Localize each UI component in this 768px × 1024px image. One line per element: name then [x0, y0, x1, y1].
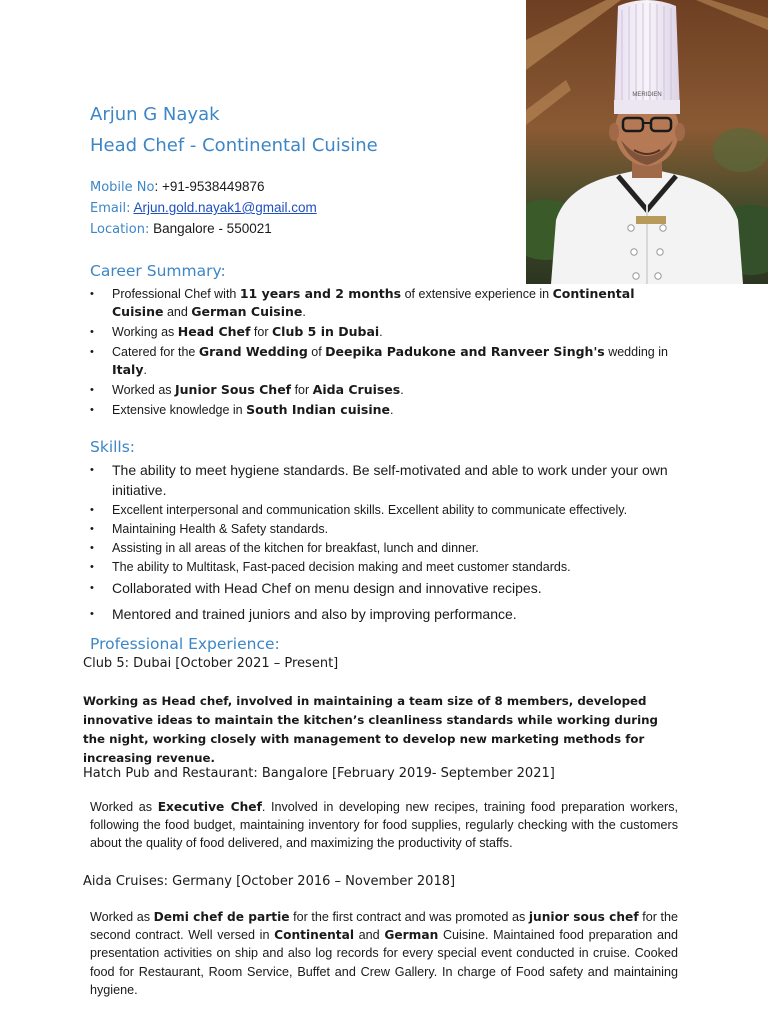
- job-title: Club 5: Dubai [October 2021 – Present]: [83, 656, 339, 671]
- text-run: .: [302, 305, 306, 319]
- chef-photo: [526, 0, 768, 284]
- text-run: Cuisine. Maintained food preparation and presentation activities on ship and also log records for every special event conducted in cruise. Cooked food for Restaurant, Room Service, Buffet and Crew Gallery. In charge of Food safety and maintaining hygiene.: [90, 928, 678, 997]
- career-summary-item: [88, 323, 688, 341]
- skill-item: • Maintaining Health & Safety standards.: [88, 520, 688, 538]
- bold-text: Continental Cuisine: [112, 286, 635, 319]
- skill-item: • Assisting in all areas of the kitchen for breakfast, lunch and dinner.: [88, 539, 688, 557]
- bold-text: Deepika Padukone and Ranveer Singh's: [325, 344, 605, 359]
- text-run: .: [400, 383, 404, 397]
- text-run: Catered for the: [112, 345, 199, 359]
- text-run: Worked as: [112, 383, 175, 397]
- text-run: Worked as: [90, 800, 158, 814]
- bold-text: Junior Sous Chef: [175, 382, 292, 397]
- location-value: Bangalore - 550021: [153, 221, 272, 236]
- text-run: .: [390, 403, 394, 417]
- text-run: .: [143, 363, 147, 377]
- text-run: wedding in: [604, 345, 668, 359]
- location-label: Location:: [90, 222, 150, 237]
- bold-text: South Indian cuisine: [246, 402, 390, 417]
- text-run: .: [379, 325, 383, 339]
- job-description: [90, 908, 678, 999]
- text-run: and: [163, 305, 192, 319]
- text-run: Working as: [112, 325, 178, 339]
- career-summary-item: [88, 343, 688, 379]
- contact-location: [90, 221, 272, 237]
- bold-text: Grand Wedding: [198, 344, 308, 359]
- skill-item: • Collaborated with Head Chef on menu design and innovative recipes.: [88, 578, 688, 598]
- text-run: . Involved in developing new recipes, training food preparation workers, following the food budget, maintaining inventory for food supplies, regularly checking with the customers about the quality of food delivered, and maximizing the productivity of staffs.: [90, 800, 679, 851]
- email-link[interactable]: Arjun.gold.nayak1@gmail.com: [133, 200, 317, 215]
- text-run: of: [307, 345, 326, 359]
- job-title: Hatch Pub and Restaurant: Bangalore [February 2019- September 2021]: [83, 766, 555, 781]
- text-run: Worked as: [90, 910, 154, 924]
- skill-item: • Excellent interpersonal and communication skills. Excellent ability to communicate effectively.: [88, 501, 688, 519]
- candidate-name: Arjun G Nayak: [90, 104, 220, 125]
- text-run: Professional Chef with: [112, 287, 240, 301]
- mobile-value: +91-9538449876: [162, 179, 265, 194]
- experience-heading: Professional Experience:: [90, 635, 280, 653]
- skill-item: • The ability to Multitask, Fast-paced decision making and meet customer standards.: [88, 558, 688, 576]
- job-description: [90, 798, 678, 853]
- bold-text: Continental: [274, 928, 354, 943]
- bold-text: junior sous chef: [528, 910, 639, 924]
- email-label: Email:: [90, 201, 131, 216]
- bold-text: Head Chef: [177, 324, 251, 339]
- text-run: Working as Head chef, involved in maintaining a team size of 8 members, developed innovative ideas to maintain the kitchen’s cleanliness standards while working during the night, working closely with management to develop new marketing methods for increasing revenue.: [83, 694, 658, 765]
- text-run: of extensive experience in: [401, 287, 553, 301]
- bold-text: Club 5 in Dubai: [271, 324, 380, 339]
- skills-heading: Skills:: [90, 438, 136, 456]
- mobile-colon: :: [154, 179, 159, 194]
- skill-item: • Mentored and trained juniors and also by improving performance.: [88, 604, 688, 624]
- candidate-role: Head Chef - Continental Cuisine: [90, 135, 378, 156]
- text-run: for: [291, 383, 313, 397]
- bold-text: Executive Chef: [157, 800, 262, 814]
- bold-text: Demi chef de partie: [153, 910, 290, 924]
- skills-list: [88, 460, 688, 624]
- bold-text: German Cuisine: [191, 304, 303, 319]
- text-run: for: [250, 325, 272, 339]
- job-title: Aida Cruises: Germany [October 2016 – November 2018]: [83, 874, 456, 889]
- career-summary-list: [88, 285, 688, 419]
- job-description: [83, 692, 681, 768]
- bold-text: German: [384, 928, 439, 943]
- text-run: Extensive knowledge in: [112, 403, 247, 417]
- text-run: and: [354, 928, 385, 943]
- mobile-label: Mobile No: [90, 180, 155, 195]
- career-summary-item: [88, 401, 688, 419]
- bold-text: 11 years and 2 months: [239, 286, 402, 301]
- contact-email: [90, 200, 317, 216]
- text-run: for the first contract and was promoted as: [289, 910, 529, 924]
- hat-label: MERIDIEN: [632, 92, 662, 98]
- bold-text: Italy: [112, 362, 144, 377]
- career-summary-heading: Career Summary:: [90, 262, 226, 280]
- skill-item: • The ability to meet hygiene standards. Be self-motivated and able to work under your own initiative.: [88, 460, 688, 500]
- bold-text: Aida Cruises: [312, 382, 401, 397]
- contact-mobile: [90, 179, 264, 195]
- career-summary-item: [88, 381, 688, 399]
- career-summary-item: [88, 285, 688, 321]
- text-run: for the second contract. Well versed in: [90, 910, 678, 943]
